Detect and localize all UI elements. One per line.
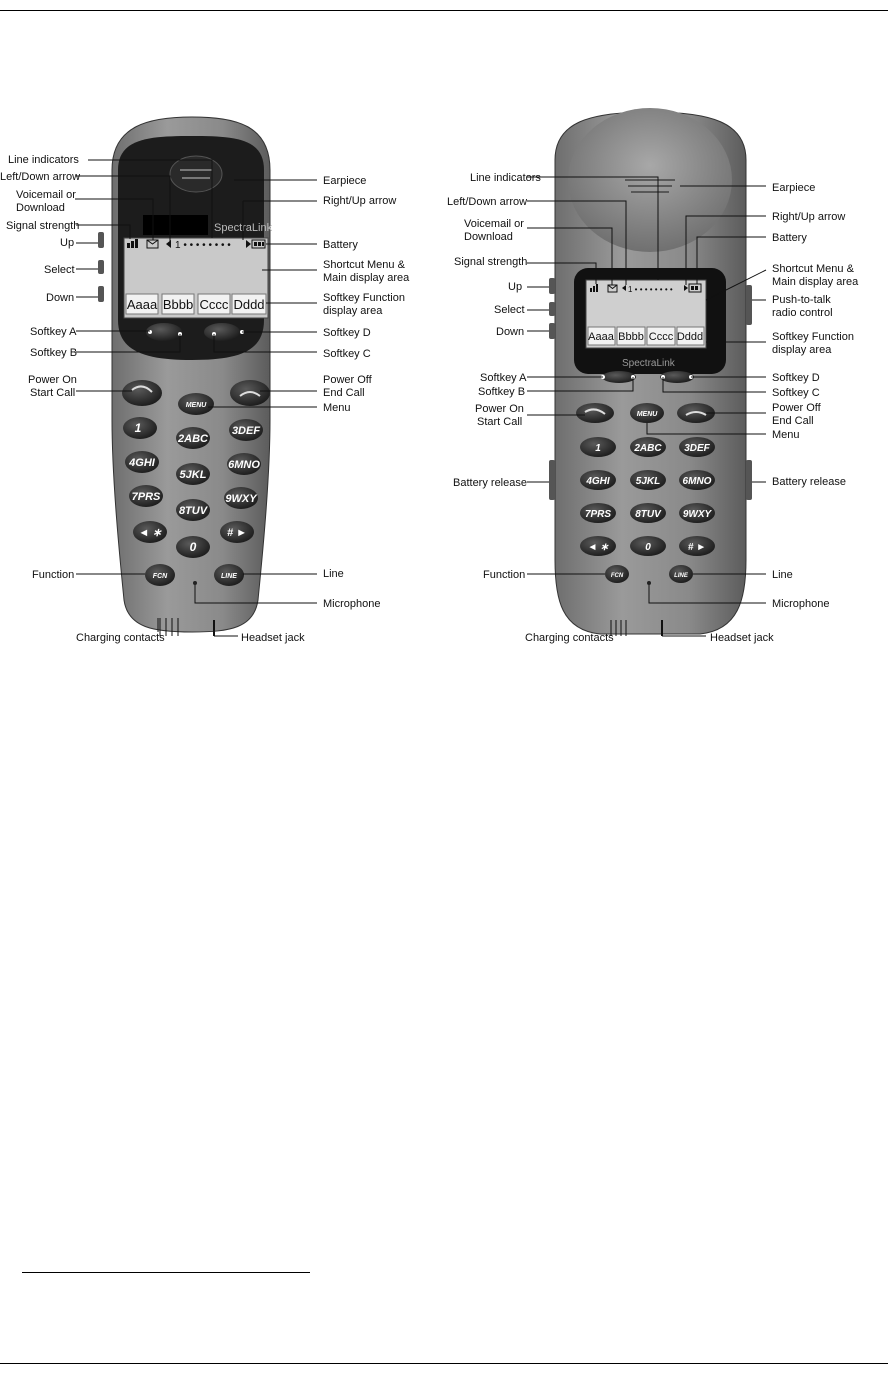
softkey-label-c-right: Cccc (648, 331, 674, 343)
svg-text:9WXY: 9WXY (682, 509, 712, 520)
svg-text:2ABC: 2ABC (178, 433, 208, 445)
svg-text:1 • • • • • • • •: 1 • • • • • • • • (175, 240, 231, 251)
label-battery-r: Battery (772, 232, 807, 244)
phone-left (0, 117, 410, 644)
svg-text:6MNO: 6MNO (682, 476, 712, 487)
softkey-label-d-right: Dddd (676, 331, 704, 343)
svg-text:LINE: LINE (221, 573, 237, 580)
svg-text:3DEF: 3DEF (231, 425, 261, 437)
label-line: Line (323, 568, 344, 580)
label-start-call: Start Call (30, 387, 76, 399)
down-side-button-right[interactable] (549, 323, 555, 339)
svg-text:0: 0 (189, 540, 197, 554)
power-on-button-right[interactable] (576, 403, 614, 423)
svg-text:5JKL: 5JKL (635, 476, 661, 487)
svg-text:1 • • • • • • • •: 1 • • • • • • • • (628, 285, 673, 294)
label-up-r: Up (508, 281, 523, 293)
label-voicemail-r: Voicemail or (464, 218, 524, 230)
label-softkey-b: Softkey B (30, 347, 78, 359)
label-softkey-function-r: Softkey Function (772, 331, 854, 343)
label-down: Down (46, 292, 75, 304)
label-softkey-b-r: Softkey B (478, 386, 526, 398)
power-on-button[interactable] (122, 380, 162, 406)
brand-right: SpectraLink (622, 358, 675, 369)
label-line-indicators-r: Line indicators (470, 172, 541, 184)
label-signal-strength-r: Signal strength (454, 256, 528, 268)
svg-text:8TUV: 8TUV (178, 505, 208, 517)
label-microphone: Microphone (323, 598, 381, 610)
svg-text:FCN: FCN (610, 573, 624, 579)
svg-text:2ABC: 2ABC (634, 443, 662, 454)
label-softkey-c-r: Softkey C (772, 387, 820, 399)
footnote-rule (22, 1272, 310, 1273)
label-menu-r: Menu (772, 429, 800, 441)
earpiece-left (170, 156, 222, 192)
svg-text:LINE: LINE (674, 573, 688, 579)
label-display-area: display area (323, 305, 383, 317)
svg-text:8TUV: 8TUV (635, 509, 661, 520)
label-headset-jack: Headset jack (241, 632, 305, 644)
push-to-talk-button[interactable] (746, 285, 752, 325)
softkey-ab-button[interactable] (602, 371, 636, 383)
label-power-off: Power Off (323, 374, 372, 386)
battery-release-left[interactable] (549, 460, 555, 500)
softkey-label-d: Dddd (233, 297, 265, 312)
label-right-up-arrow: Right/Up arrow (323, 195, 397, 207)
label-softkey-d-r: Softkey D (772, 372, 820, 384)
up-side-button[interactable] (98, 232, 104, 248)
select-side-button[interactable] (98, 260, 104, 274)
label-line-indicators: Line indicators (8, 154, 79, 166)
label-function: Function (32, 569, 75, 581)
softkey-label-b: Bbbb (162, 297, 194, 312)
label-charging-contacts: Charging contacts (76, 632, 165, 644)
softkey-label-c: Cccc (199, 297, 229, 312)
signal-strength-icon (127, 243, 130, 248)
label-function-r: Function (483, 569, 526, 581)
label-battery-release-l: Battery release (453, 477, 527, 489)
label-select-r: Select (494, 304, 525, 316)
svg-text:7PRS: 7PRS (131, 491, 161, 503)
svg-text:1: 1 (595, 443, 601, 454)
svg-text:# ►: # ► (687, 542, 707, 553)
down-side-button[interactable] (98, 286, 104, 302)
label-main-display: Main display area (323, 272, 410, 284)
label-left-down-arrow-r: Left/Down arrow (447, 196, 528, 208)
svg-text:1: 1 (134, 421, 142, 435)
label-download: Download (16, 202, 65, 214)
svg-text:# ►: # ► (226, 527, 248, 539)
label-shortcut-menu: Shortcut Menu & (323, 259, 405, 271)
svg-text:FCN: FCN (152, 573, 168, 580)
label-end-call-r: End Call (772, 415, 814, 427)
brand-left: SpectraLink (214, 222, 273, 234)
label-line-r: Line (772, 569, 793, 581)
label-select: Select (44, 264, 75, 276)
label-microphone-r: Microphone (772, 598, 830, 610)
svg-text:◄ ∗: ◄ ∗ (587, 542, 609, 553)
select-side-button-right[interactable] (549, 302, 555, 316)
label-right-up-arrow-r: Right/Up arrow (772, 211, 846, 223)
label-softkey-c: Softkey C (323, 348, 371, 360)
softkey-label-b-right: Bbbb (618, 331, 644, 343)
svg-text:MENU: MENU (636, 411, 658, 418)
softkey-d-button[interactable] (204, 323, 240, 341)
svg-text:◄ ∗: ◄ ∗ (138, 527, 162, 539)
label-power-off-r: Power Off (772, 402, 821, 414)
label-softkey-a: Softkey A (30, 326, 77, 338)
svg-text:6MNO: 6MNO (228, 459, 260, 471)
label-battery-release-r: Battery release (772, 476, 846, 488)
label-end-call: End Call (323, 387, 365, 399)
label-headset-jack-r: Headset jack (710, 632, 774, 644)
svg-text:3DEF: 3DEF (684, 443, 710, 454)
svg-text:4GHI: 4GHI (586, 476, 610, 487)
label-start-call-r: Start Call (477, 416, 523, 428)
menu-key-label: MENU (185, 402, 207, 409)
label-charging-contacts-r: Charging contacts (525, 632, 614, 644)
label-signal-strength: Signal strength (6, 220, 80, 232)
label-earpiece: Earpiece (323, 175, 367, 187)
microphone-hole-right (647, 581, 651, 585)
label-softkey-a-r: Softkey A (480, 372, 527, 384)
softkey-label-a: Aaaa (126, 297, 158, 312)
softkey-label-a-right: Aaaa (588, 331, 614, 343)
label-push-to-talk: Push-to-talk (772, 294, 831, 306)
label-display-area-r: display area (772, 344, 832, 356)
svg-text:4GHI: 4GHI (129, 457, 155, 469)
label-power-on: Power On (28, 374, 77, 386)
label-down-r: Down (496, 326, 525, 338)
label-radio-control: radio control (772, 307, 833, 319)
phone-right (447, 108, 859, 644)
label-softkey-d: Softkey D (323, 327, 371, 339)
label-voicemail: Voicemail or (16, 189, 76, 201)
label-menu: Menu (323, 402, 351, 414)
label-left-down-arrow: Left/Down arrow (0, 171, 81, 183)
label-power-on-r: Power On (475, 403, 524, 415)
label-battery: Battery (323, 239, 358, 251)
label-up: Up (60, 237, 75, 249)
label-shortcut-menu-r: Shortcut Menu & (772, 263, 854, 275)
label-main-display-r: Main display area (772, 276, 859, 288)
svg-text:5JKL: 5JKL (179, 469, 207, 481)
up-side-button-right[interactable] (549, 278, 555, 294)
label-download-r: Download (464, 231, 513, 243)
svg-text:7PRS: 7PRS (584, 509, 612, 520)
microphone-hole (193, 581, 197, 585)
svg-text:0: 0 (645, 542, 651, 553)
label-softkey-function: Softkey Function (323, 292, 405, 304)
softkey-cd-button[interactable] (660, 371, 694, 383)
bottom-rule (0, 1363, 888, 1364)
label-earpiece-r: Earpiece (772, 182, 816, 194)
battery-release-right[interactable] (746, 460, 752, 500)
svg-text:9WXY: 9WXY (225, 493, 257, 505)
